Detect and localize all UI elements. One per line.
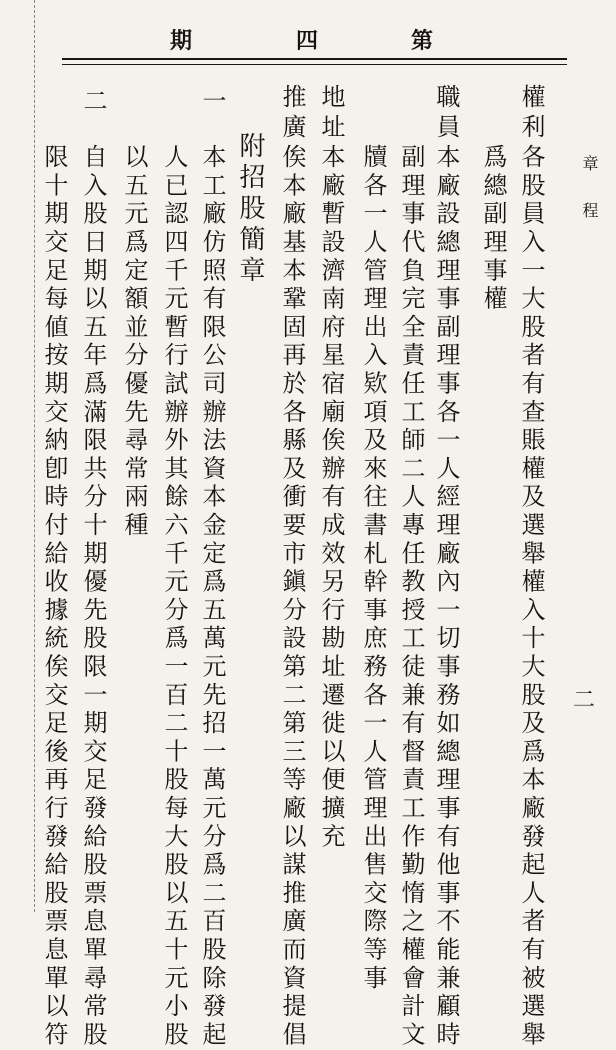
header-issue-prefix: 第 (411, 28, 434, 54)
article-rights-line-2: 爲總副理事權 (479, 144, 507, 314)
appendix-item-1-line-1: 本工廠仿照有限公司辦法資本金定爲五萬元先招一萬元分爲二百股除發起 (198, 144, 226, 1050)
article-staff-line-1: 本廠設總理事副理事各一人經理廠內一切事務如總理事有他事不能兼顧時 (432, 144, 460, 1050)
article-staff-line-2: 副理事代負完全責任工師二人專任教授工徒兼有督責工作勤惰之權會計文 (397, 144, 425, 1050)
header-issue-number: 四 (296, 28, 319, 54)
article-label-expansion: 推廣 (278, 84, 306, 144)
article-address-line-1: 本廠暫設濟南府星宿廟俟辦有成效另行勘址遷徙以便擴充 (317, 144, 345, 852)
article-label-rights: 權利 (517, 84, 545, 144)
article-label-address: 地址 (317, 84, 345, 144)
header-issue-suffix: 期 (170, 28, 193, 54)
page-number: 二 (573, 688, 596, 713)
article-rights-line-1: 各股員入一大股者有查賬權及選舉權入十大股及爲本廠發起人者有被選舉 (517, 144, 545, 1050)
appendix-item-2-line-2: 限十期交足每値按期交納卽時付給收據統俟交足後再行發給股票息單以符 (40, 144, 68, 1050)
appendix-item-1-line-3: 以五元爲定額並分優先尋常兩種 (120, 144, 148, 541)
appendix-item-1-line-2: 人已認四千元暫行試辦外其餘六千元分爲一百二十股每大股以五十元小股 (160, 144, 188, 1050)
appendix-item-2-line-1: 自入股日期以五年爲滿限共分十期優先股限一期交足發給股票息單尋常股 (79, 144, 107, 1050)
appendix-item-number-1: 一 (198, 88, 226, 118)
header-rule (62, 58, 567, 60)
appendix-item-number-2: 二 (79, 88, 107, 118)
article-staff-line-3: 牘各一人管理出入欵項及來往書札幹事庶務各一人管理出售交際等事 (359, 144, 387, 993)
appendix-title: 附招股簡章 (235, 132, 265, 287)
article-expansion-line-1: 俟本廠基本鞏固再於各縣及衝要市鎭分設第二第三等廠以謀推廣而資提倡 (278, 144, 306, 1050)
header-rule-thin (62, 64, 567, 65)
binding-margin-line (34, 0, 35, 912)
section-title: 章 程 (580, 155, 599, 224)
article-label-staff: 職員 (432, 84, 460, 144)
